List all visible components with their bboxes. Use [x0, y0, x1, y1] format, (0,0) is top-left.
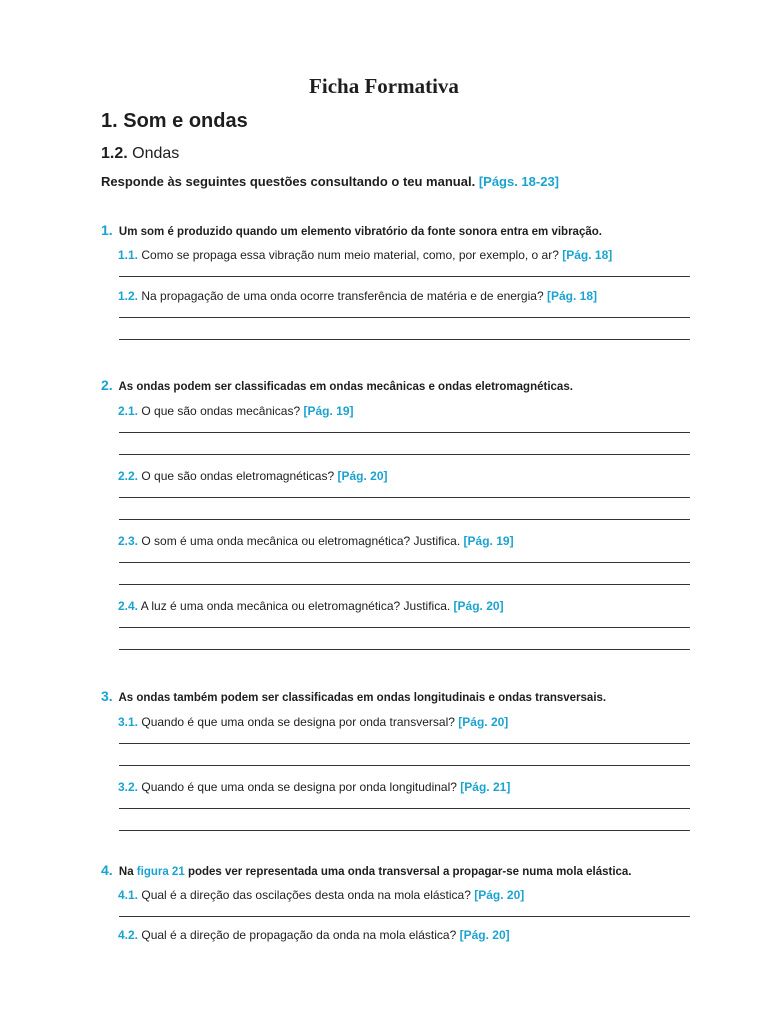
page-ref: [Pág. 19]	[303, 404, 354, 418]
answer-line[interactable]	[119, 339, 690, 340]
page-ref: [Pág. 21]	[460, 780, 511, 794]
subquestion-number: 2.3.	[118, 534, 139, 548]
figure-link[interactable]: figura 21	[136, 866, 185, 878]
answer-line[interactable]	[119, 562, 690, 563]
answer-line[interactable]	[119, 649, 690, 650]
question-4	[101, 862, 632, 878]
answer-line[interactable]	[119, 830, 690, 831]
question-text-post: podes ver representada uma onda transversal a propagar-se numa mola elástica.	[187, 866, 632, 878]
subquestion-3-2	[118, 780, 510, 794]
subquestion-text: Como se propaga essa vibração num meio material, como, por exemplo, o ar?	[141, 248, 559, 262]
subquestion-number: 2.4.	[118, 599, 139, 613]
subsection-number: 1.2.	[101, 145, 128, 162]
subquestion-2-4	[118, 599, 504, 613]
question-text: As ondas também podem ser classificadas em ondas longitudinais e ondas transversais.	[118, 692, 607, 704]
question-number: 3.	[101, 688, 113, 704]
subquestion-number: 3.1.	[118, 715, 139, 729]
page-ref: [Pág. 20]	[337, 469, 388, 483]
subquestion-1-1	[118, 248, 612, 262]
question-text: Um som é produzido quando um elemento vibratório da fonte sonora entra em vibração.	[118, 226, 602, 238]
subquestion-text: O que são ondas mecânicas?	[141, 404, 301, 418]
subsection-heading	[101, 145, 179, 163]
answer-line[interactable]	[119, 519, 690, 520]
answer-line[interactable]	[119, 916, 690, 917]
question-text: As ondas podem ser classificadas em ondas mecânicas e ondas eletromagnéticas.	[118, 381, 573, 393]
answer-line[interactable]	[119, 743, 690, 744]
answer-line[interactable]	[119, 317, 690, 318]
subquestion-4-2	[118, 928, 510, 942]
question-text-pre: Na	[118, 866, 134, 878]
subquestion-text: A luz é uma onda mecânica ou eletromagnética? Justifica.	[140, 599, 451, 613]
subquestion-number: 1.2.	[118, 289, 139, 303]
instruction-text: Responde às seguintes questões consultando o teu manual.	[101, 174, 476, 189]
page-ref: [Pág. 18]	[546, 289, 597, 303]
subquestion-text: Qual é a direção de propagação da onda na mola elástica?	[141, 928, 457, 942]
subquestion-1-2	[118, 289, 597, 303]
subquestion-text: Quando é que uma onda se designa por onda transversal?	[141, 715, 455, 729]
page-ref: [Pág. 19]	[463, 534, 514, 548]
section-heading	[101, 110, 248, 133]
subquestion-text: O som é uma onda mecânica ou eletromagnética? Justifica.	[141, 534, 461, 548]
subquestion-number: 4.2.	[118, 928, 139, 942]
subquestion-number: 1.1.	[118, 248, 139, 262]
answer-line[interactable]	[119, 584, 690, 585]
question-1	[101, 222, 602, 238]
page-ref: [Pág. 20]	[459, 928, 510, 942]
answer-line[interactable]	[119, 497, 690, 498]
answer-line[interactable]	[119, 454, 690, 455]
page-title: Ficha Formativa	[309, 74, 459, 98]
instruction-page-ref: [Págs. 18-23]	[478, 174, 560, 189]
subquestion-number: 2.2.	[118, 469, 139, 483]
subquestion-2-2	[118, 469, 388, 483]
instruction	[101, 174, 559, 189]
answer-line[interactable]	[119, 808, 690, 809]
subquestion-3-1	[118, 715, 508, 729]
answer-line[interactable]	[119, 432, 690, 433]
subquestion-text: Quando é que uma onda se designa por onda longitudinal?	[141, 780, 457, 794]
question-3	[101, 688, 606, 704]
answer-line[interactable]	[119, 276, 690, 277]
subquestion-number: 3.2.	[118, 780, 139, 794]
subquestion-2-3	[118, 534, 514, 548]
page-ref: [Pág. 20]	[458, 715, 509, 729]
question-number: 2.	[101, 377, 113, 393]
page-ref: [Pág. 20]	[474, 888, 525, 902]
subquestion-text: O que são ondas eletromagnéticas?	[141, 469, 335, 483]
subquestion-2-1	[118, 404, 353, 418]
subquestion-text: Na propagação de uma onda ocorre transferência de matéria e de energia?	[141, 289, 544, 303]
answer-line[interactable]	[119, 765, 690, 766]
question-2	[101, 377, 573, 393]
subquestion-text: Qual é a direção das oscilações desta onda na mola elástica?	[141, 888, 471, 902]
section-label: Som e ondas	[123, 110, 248, 132]
section-number: 1.	[101, 110, 118, 132]
question-number: 4.	[101, 862, 113, 878]
page-ref: [Pág. 20]	[453, 599, 504, 613]
page-ref: [Pág. 18]	[562, 248, 613, 262]
subquestion-4-1	[118, 888, 524, 902]
subquestion-number: 4.1.	[118, 888, 139, 902]
subsection-label: Ondas	[132, 145, 180, 162]
question-number: 1.	[101, 222, 113, 238]
subquestion-number: 2.1.	[118, 404, 139, 418]
answer-line[interactable]	[119, 627, 690, 628]
